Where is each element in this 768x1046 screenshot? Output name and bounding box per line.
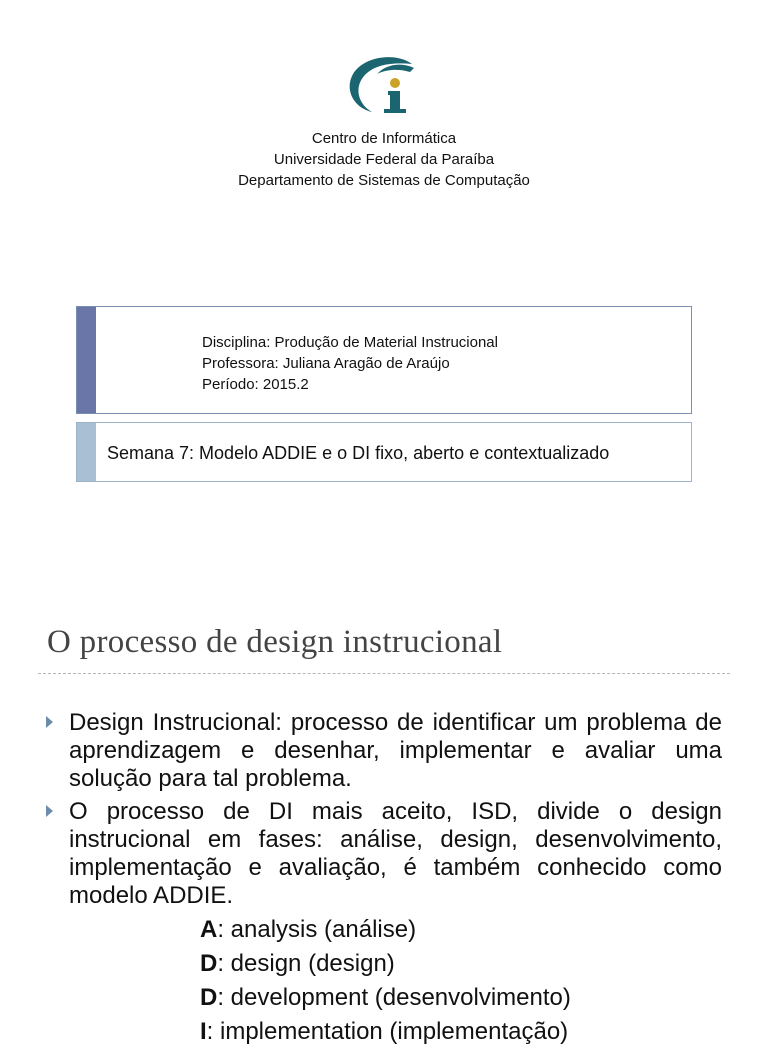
slide-title: O processo de design instrucional	[47, 624, 503, 660]
bullet-text: O processo de DI mais aceito, ISD, divide o design instrucional em fases: análise, design, desenvolvimento, implementação e avaliação, é também conhecido como modelo ADDIE.	[69, 798, 722, 909]
ci-logo	[344, 54, 422, 116]
title-divider	[38, 673, 730, 674]
course-box-accent-bar	[77, 307, 96, 413]
week-box	[76, 422, 692, 482]
addie-letter: D	[200, 984, 218, 1011]
course-discipline: Disciplina: Produção de Material Instrucional	[202, 334, 498, 351]
bullet-text: Design Instrucional: processo de identificar um problema de aprendizagem e desenhar, implementar e avaliar uma solução para tal problema.	[69, 709, 722, 792]
addie-item-analysis	[200, 916, 416, 944]
triangle-bullet-icon	[46, 716, 53, 728]
institution-center: Centro de Informática	[311, 130, 457, 147]
institution-university: Universidade Federal da Paraíba	[273, 151, 495, 168]
course-info-box	[76, 306, 692, 414]
addie-letter: I	[200, 1018, 207, 1045]
addie-item-development	[200, 984, 571, 1012]
week-box-accent-bar	[77, 423, 96, 481]
addie-letter: A	[200, 916, 218, 943]
addie-text: : design (design)	[217, 950, 395, 977]
addie-item-implementation	[200, 1018, 568, 1046]
addie-letter: D	[200, 950, 218, 977]
addie-text: : implementation (implementação)	[206, 1018, 569, 1045]
course-period: Período: 2015.2	[202, 376, 309, 393]
bullet-item	[46, 709, 722, 793]
course-professor: Professora: Juliana Aragão de Araújo	[202, 355, 450, 372]
addie-item-design	[200, 950, 395, 978]
addie-text: : analysis (análise)	[217, 916, 417, 943]
bullet-item	[46, 798, 722, 910]
addie-text: : development (desenvolvimento)	[217, 984, 571, 1011]
triangle-bullet-icon	[46, 805, 53, 817]
institution-header	[0, 128, 768, 191]
week-title: Semana 7: Modelo ADDIE e o DI fixo, aberto e contextualizado	[107, 443, 610, 463]
institution-department: Departamento de Sistemas de Computação	[238, 172, 530, 189]
